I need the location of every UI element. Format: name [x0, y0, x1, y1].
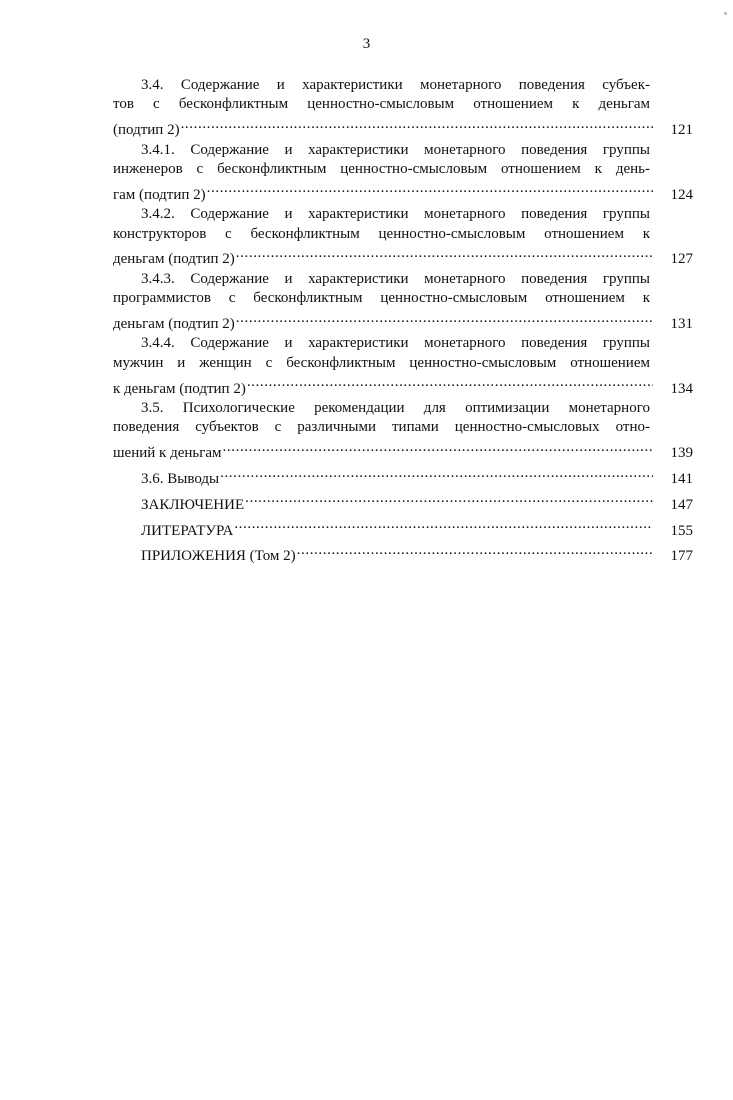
dot-leader: [296, 541, 653, 560]
toc-entry-final-line: [113, 244, 693, 270]
toc-entry-body: [113, 270, 650, 309]
toc-line: (подтип 2): [113, 122, 180, 139]
toc-line: ЛИТЕРАТУРА: [141, 522, 234, 539]
toc-line: мужчин и женщин с бесконфликтным ценностно-смысловым отношением: [113, 354, 650, 371]
toc-line: деньгам (подтип 2): [113, 251, 235, 268]
toc-line: гам (подтип 2): [113, 186, 206, 203]
toc-entry-3-6: [113, 464, 693, 490]
toc-entry-3-4-2: [113, 205, 693, 270]
toc-page-ref: 177: [670, 548, 693, 565]
dot-leader: [219, 464, 653, 483]
toc-entry-final-line: [113, 115, 693, 141]
toc-page-ref: 131: [670, 316, 693, 333]
toc-entry-final-line: [113, 179, 693, 205]
toc-entry-conclusion: [113, 489, 693, 515]
toc-entry-final-line: [113, 309, 693, 335]
toc-page-ref: 139: [670, 445, 693, 462]
toc-line: инженеров с бесконфликтным ценностно-смысловым отношением к день-: [113, 161, 650, 178]
toc-entry-3-4-4: [113, 334, 693, 399]
toc-entry-final-line: [113, 373, 693, 399]
toc-entry-appendices: [113, 541, 693, 567]
dot-leader: [246, 373, 653, 392]
toc-page-ref: 134: [670, 380, 693, 397]
toc-entry-3-5: [113, 399, 693, 464]
toc-page-ref: 121: [670, 122, 693, 139]
toc-line: 3.5. Психологические рекомендации для оптимизации монетарного: [141, 400, 650, 417]
toc-line: 3.4.1. Содержание и характеристики монетарного поведения группы: [141, 141, 650, 158]
toc-line: 3.4.3. Содержание и характеристики монетарного поведения группы: [141, 270, 650, 287]
toc-line: 3.4. Содержание и характеристики монетарного поведения субъек-: [141, 77, 650, 93]
toc-page-ref: 124: [670, 186, 693, 203]
toc-line: деньгам (подтип 2): [113, 316, 235, 333]
toc-line: шений к деньгам: [113, 445, 222, 462]
toc-page-ref: 147: [670, 496, 693, 513]
scan-speck: [724, 12, 727, 15]
toc-entry-body: [113, 76, 650, 115]
dot-leader: [244, 489, 653, 508]
toc-entry-3-4-1: [113, 141, 693, 206]
toc-line: ПРИЛОЖЕНИЯ (Том 2): [141, 548, 296, 565]
toc-line: 3.4.2. Содержание и характеристики монетарного поведения группы: [141, 206, 650, 223]
toc-line: конструкторов с бесконфликтным ценностно-смысловым отношением к: [113, 225, 650, 242]
toc-entry-3-4-3: [113, 270, 693, 335]
toc-entry-final-line: [113, 438, 693, 464]
toc-entry-final-line: [113, 515, 693, 541]
toc-entry-final-line: [113, 464, 693, 490]
toc-entry-3-4: [113, 76, 693, 141]
page-number: 3: [362, 36, 371, 52]
dot-leader: [235, 309, 653, 328]
toc-entry-final-line: [113, 489, 693, 515]
dot-leader: [206, 179, 653, 198]
dot-leader: [180, 115, 653, 134]
toc-entry-body: [113, 334, 650, 373]
dot-leader: [235, 244, 653, 263]
toc-line: 3.6. Выводы: [141, 471, 220, 488]
toc-line: тов с бесконфликтным ценностно-смысловым отношением к деньгам: [113, 96, 650, 113]
toc-line: поведения субъектов с различными типами ценностно-смысловых отно-: [113, 419, 650, 436]
toc-entry-body: [113, 399, 650, 438]
toc-entry-body: [113, 141, 650, 180]
dot-leader: [233, 515, 653, 534]
toc-page-ref: 127: [670, 251, 693, 268]
toc-entry-body: [113, 205, 650, 244]
toc-page-ref: 155: [670, 522, 693, 539]
toc-entry-final-line: [113, 541, 693, 567]
toc-line: к деньгам (подтип 2): [113, 380, 246, 397]
toc-line: программистов с бесконфликтным ценностно-смысловым отношением к: [113, 290, 650, 307]
dot-leader: [222, 438, 653, 457]
toc-line: 3.4.4. Содержание и характеристики монетарного поведения группы: [141, 335, 650, 352]
table-of-contents: [113, 76, 693, 567]
toc-entry-literature: [113, 515, 693, 541]
toc-line: ЗАКЛЮЧЕНИЕ: [141, 496, 245, 513]
toc-page-ref: 141: [670, 471, 693, 488]
